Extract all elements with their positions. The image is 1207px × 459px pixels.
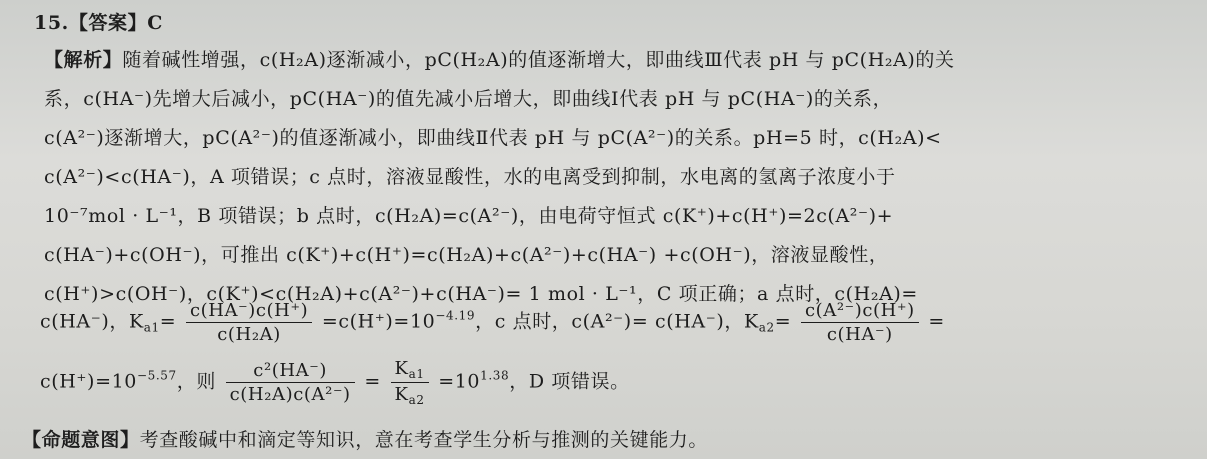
analysis-line-5	[44, 201, 893, 228]
answer-line	[34, 8, 163, 35]
eq2-denominator-1: c(H₂A)c(A²⁻)	[229, 384, 351, 405]
analysis-line-4	[44, 162, 896, 189]
eq1-equals: =	[159, 310, 177, 333]
eq2-lhs: c(H⁺)=10	[40, 370, 137, 393]
eq1-lhs-sub: a1	[143, 320, 160, 335]
eq2-fraction-2	[391, 358, 429, 407]
analysis-text-4: c(A²⁻)<c(HA⁻)，A 项错误；c 点时，溶液显酸性，水的电离受到抑制，水电离的氢离子浓度小于	[44, 166, 896, 188]
eq2-k-den: K	[394, 384, 409, 405]
eq2-then: ，则	[176, 370, 216, 393]
analysis-text-5: 10⁻⁷mol · L⁻¹，B 项错误；b 点时，c(H₂A)=c(A²⁻)，由电荷守恒式 c(K⁺)+c(H⁺)=2c(A²⁻)+	[44, 205, 894, 227]
eq1-mid: ，c 点时，c(A²⁻)= c(HA⁻)，K	[475, 310, 759, 333]
analysis-text-6: c(HA⁻)+c(OH⁻)，可推出 c(K⁺)+c(H⁺)=c(H₂A)+c(A²⁻)+c(HA⁻) +c(OH⁻)，溶液显酸性，	[44, 244, 889, 266]
eq2-rhs-sup: 1.38	[480, 368, 510, 383]
eq2-end: ，D 项错误。	[509, 370, 630, 393]
analysis-text-2: 系，c(HA⁻)先增大后减小，pC(HA⁻)的值先减小后增大，即曲线Ⅰ代表 pH 与 pC(HA⁻)的关系，	[44, 88, 893, 110]
eq2-denominator-2	[391, 383, 429, 407]
eq1-lhs: c(HA⁻)，K	[40, 310, 144, 333]
analysis-label: 【解析】	[44, 49, 123, 71]
eq1-denominator-2: c(HA⁻)	[826, 324, 893, 345]
analysis-text-1: 随着碱性增强，c(H₂A)逐渐减小，pC(H₂A)的值逐渐增大，即曲线Ⅲ代表 pH 与 pC(H₂A)的关	[122, 49, 955, 71]
eq1-denominator-1: c(H₂A)	[217, 324, 281, 345]
intent-line	[22, 425, 708, 452]
eq2-fraction-1	[226, 360, 355, 405]
answer-label: 【答案】	[68, 12, 148, 34]
eq1-numerator-2: c(A²⁻)c(H⁺)	[801, 300, 919, 323]
equation-line-2	[40, 358, 630, 407]
question-number: 15.	[34, 12, 69, 34]
eq1-rhs: =c(H⁺)=10	[321, 310, 436, 333]
analysis-line-1	[44, 45, 955, 72]
eq1-numerator-1: c(HA⁻)c(H⁺)	[186, 300, 312, 323]
analysis-line-2	[44, 84, 892, 111]
eq1-fraction-2	[801, 300, 919, 345]
analysis-text-3: c(A²⁻)逐渐增大，pC(A²⁻)的值逐渐减小，即曲线Ⅱ代表 pH 与 pC(A²⁻)的关系。pH=5 时，c(H₂A)<	[44, 127, 942, 149]
eq1-equals-2: =	[774, 310, 792, 333]
intent-label: 【命题意图】	[22, 429, 140, 451]
answer-value: C	[147, 12, 163, 34]
intent-text: 考查酸碱中和滴定等知识，意在考查学生分析与推测的关键能力。	[139, 429, 709, 451]
eq1-rhs-sup: −4.19	[435, 308, 476, 323]
eq2-k-num-sub: a1	[408, 367, 425, 381]
eq2-numerator-2	[391, 358, 429, 383]
eq2-equals: =	[364, 370, 381, 393]
eq1-fraction-1	[186, 300, 312, 345]
eq2-numerator-1: c²(HA⁻)	[226, 360, 355, 383]
eq2-k-num: K	[394, 358, 409, 379]
eq2-lhs-sup: −5.57	[136, 368, 177, 383]
eq1-mid-sub: a2	[758, 320, 775, 335]
analysis-text-7: c(H⁺)>c(OH⁻)，c(K⁺)<c(H₂A)+c(A²⁻)+c(HA⁻)= 1 mol · L⁻¹，C 项正确；a 点时，c(H₂A)=	[44, 283, 918, 305]
eq1-end: =	[928, 310, 945, 333]
analysis-line-6	[44, 240, 888, 267]
eq2-rhs: =10	[438, 370, 481, 393]
equation-line-1	[40, 300, 945, 345]
analysis-line-3	[44, 123, 942, 150]
eq2-k-den-sub: a2	[408, 393, 425, 407]
